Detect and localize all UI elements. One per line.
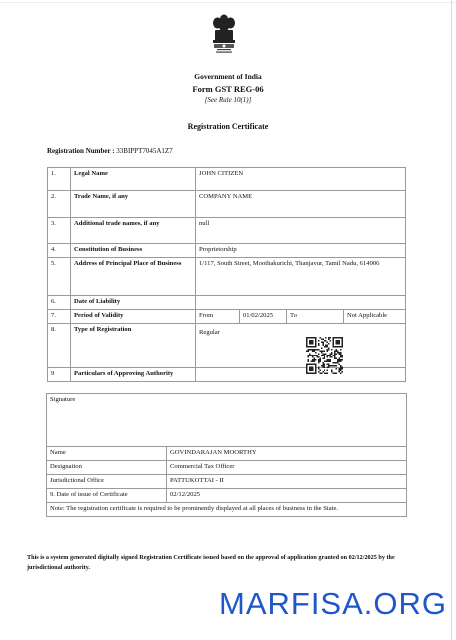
authority-value: GOVINDARAJAN MOORTHY [167, 447, 407, 461]
authority-label: 9. Date of issue of Certificate [47, 489, 167, 503]
table-row [47, 489, 407, 503]
row-label: Type of Registration [71, 324, 196, 368]
table-row [48, 244, 406, 258]
row-value-cell [196, 324, 406, 368]
registration-number-value: 33BIPPT7045A1Z7 [116, 147, 173, 155]
validity-to-label: To [287, 310, 344, 324]
row-number: 3. [48, 218, 71, 244]
authority-value: Commercial Tax Officer [167, 461, 407, 475]
row-label: Date of Liability [71, 296, 196, 310]
registration-number-label: Registration Number : [47, 147, 115, 155]
watermark-logo: MARFISA.ORG [219, 586, 448, 621]
table-row [47, 503, 407, 517]
authority-value: PATTUKOTTAI - II [167, 475, 407, 489]
validity-from-date: 01/02/2025 [240, 310, 287, 324]
table-row [47, 394, 407, 447]
registration-number [47, 147, 173, 155]
footer-statement: This is a system generated digitally signed Registration Certificate issued based on the approval of application granted on 02/12/2025 by the jurisdictional authority. [27, 554, 395, 571]
row-label: Constitution of Business [71, 244, 196, 258]
row-value: JOHN CITIZEN [196, 168, 406, 191]
page-edge-top [0, 2, 456, 3]
authority-label: Designation [47, 461, 167, 475]
row-value: COMPANY NAME [196, 191, 406, 218]
validity-from-label: From [196, 310, 240, 324]
row-number: 4. [48, 244, 71, 258]
authority-value: 02/12/2025 [167, 489, 407, 503]
table-row [48, 310, 406, 324]
certificate-details-table [47, 167, 406, 382]
form-title: Form GST REG-06 [192, 84, 264, 94]
row-number: 7. [48, 310, 71, 324]
row-number: 1. [48, 168, 71, 191]
row-number: 9 [48, 368, 71, 382]
signature-label: Signature [47, 394, 407, 447]
row-label: Address of Principal Place of Business [71, 258, 196, 296]
row-label: Period of Validity [71, 310, 196, 324]
table-row [48, 296, 406, 310]
table-row [48, 191, 406, 218]
row-number: 5. [48, 258, 71, 296]
authority-label: Name [47, 447, 167, 461]
row-number: 2. [48, 191, 71, 218]
table-row [47, 461, 407, 475]
authority-label: Jurisdictional Office [47, 475, 167, 489]
row-value [196, 368, 406, 382]
national-emblem-icon [211, 13, 237, 59]
row-value: Regular [199, 329, 220, 336]
qr-code-icon [306, 337, 343, 374]
table-row [48, 168, 406, 191]
row-value: 1/117, South Street, Moothakurichi, Thanjavur, Tamil Nadu, 614906 [196, 258, 406, 296]
row-value [196, 296, 406, 310]
table-row [48, 324, 406, 368]
issuer-title: Government of India [194, 72, 262, 81]
table-row [47, 447, 407, 461]
table-row [47, 475, 407, 489]
row-label: Particulars of Approving Authority [71, 368, 196, 382]
table-row [48, 258, 406, 296]
row-number: 8. [48, 324, 71, 368]
row-label: Additional trade names, if any [71, 218, 196, 244]
table-row [48, 368, 406, 382]
row-label: Legal Name [71, 168, 196, 191]
row-value: Proprietorship [196, 244, 406, 258]
certificate-title: Registration Certificate [187, 122, 269, 131]
table-row [48, 218, 406, 244]
validity-to-date: Not Applicable [344, 310, 406, 324]
authority-table [46, 393, 407, 517]
row-label: Trade Name, if any [71, 191, 196, 218]
rule-reference: [See Rule 10(1)] [204, 96, 252, 104]
display-note: Note: The registration certificate is required to be prominently displayed at all places of business in the State. [47, 503, 407, 517]
row-number: 6. [48, 296, 71, 310]
row-value: null [196, 218, 406, 244]
